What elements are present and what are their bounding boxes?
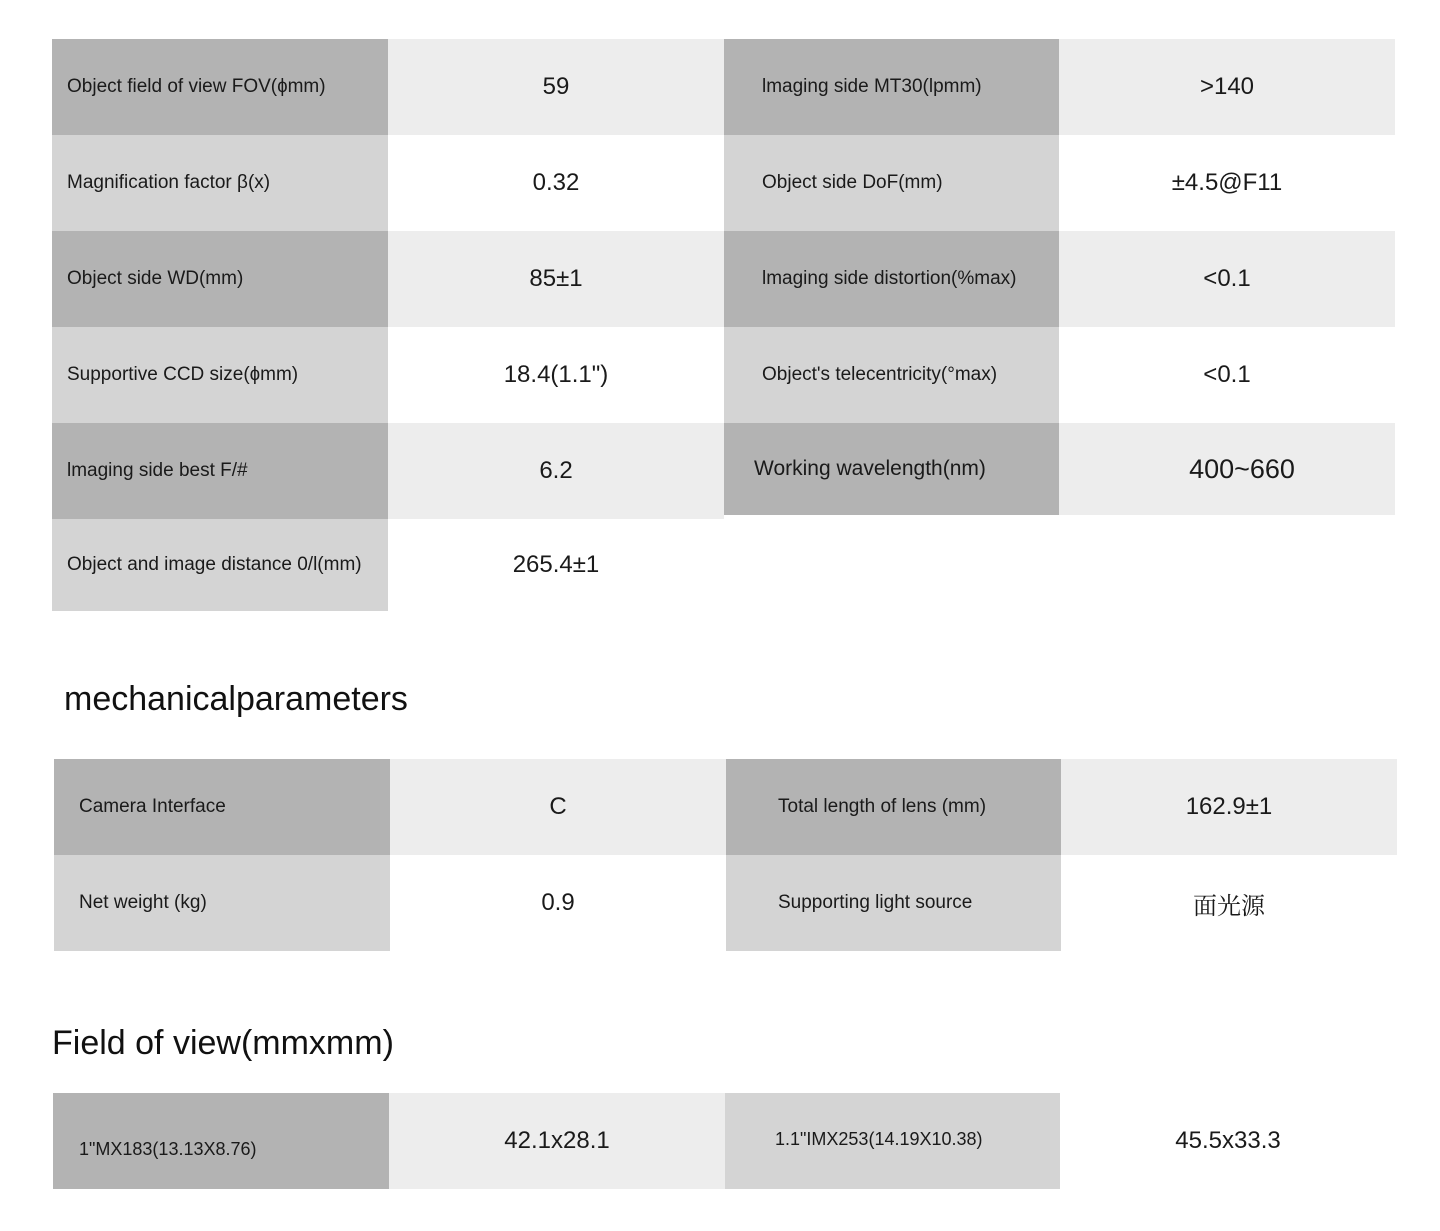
param-value: 85±1 [388,231,724,327]
param-label: Supportive CCD size(ɸmm) [52,327,388,423]
mechanical-parameters-table [54,759,1397,951]
param-label: Total length of lens (mm) [726,759,1061,855]
section-title-mechanical: mechanicalparameters [64,680,408,718]
param-label: Supporting light source [726,855,1061,951]
param-label: Net weight (kg) [54,855,390,951]
param-value: <0.1 [1059,327,1395,423]
param-label: lmaging side distortion(%max) [724,231,1059,327]
param-label: Object and image distance 0/l(mm) [52,519,388,611]
param-label: Working wavelength(nm) [724,423,1059,515]
param-value: 0.32 [388,135,724,231]
param-label: Object's telecentricity(°max) [724,327,1059,423]
field-of-view-table [53,1093,1396,1189]
sensor-label: 1"MX183(13.13X8.76) [53,1093,389,1189]
param-value: <0.1 [1059,231,1395,327]
section-title-field-of-view: Field of view(mmxmm) [52,1024,394,1062]
param-label: Magnification factor β(x) [52,135,388,231]
param-value: 59 [388,39,724,135]
param-label: Camera Interface [54,759,390,855]
param-label: Object field of view FOV(ɸmm) [52,39,388,135]
param-value: 6.2 [388,423,724,519]
param-value: 265.4±1 [388,519,724,611]
param-value: ±4.5@F11 [1059,135,1395,231]
param-value: 18.4(1.1") [388,327,724,423]
param-label: Object side WD(mm) [52,231,388,327]
param-label: Object side DoF(mm) [724,135,1059,231]
param-value: >140 [1059,39,1395,135]
sensor-label: 1.1"IMX253(14.19X10.38) [725,1093,1060,1189]
param-value: 162.9±1 [1061,759,1397,855]
param-value: C [390,759,726,855]
optical-parameters-table [52,39,1395,611]
param-label: lmaging side best F/# [52,423,388,519]
param-value: 0.9 [390,855,726,951]
param-value: 面光源 [1061,855,1397,951]
param-label: lmaging side MT30(lpmm) [724,39,1059,135]
fov-value: 42.1x28.1 [389,1093,725,1189]
fov-value: 45.5x33.3 [1060,1093,1396,1189]
param-value: 400~660 [1059,423,1395,515]
